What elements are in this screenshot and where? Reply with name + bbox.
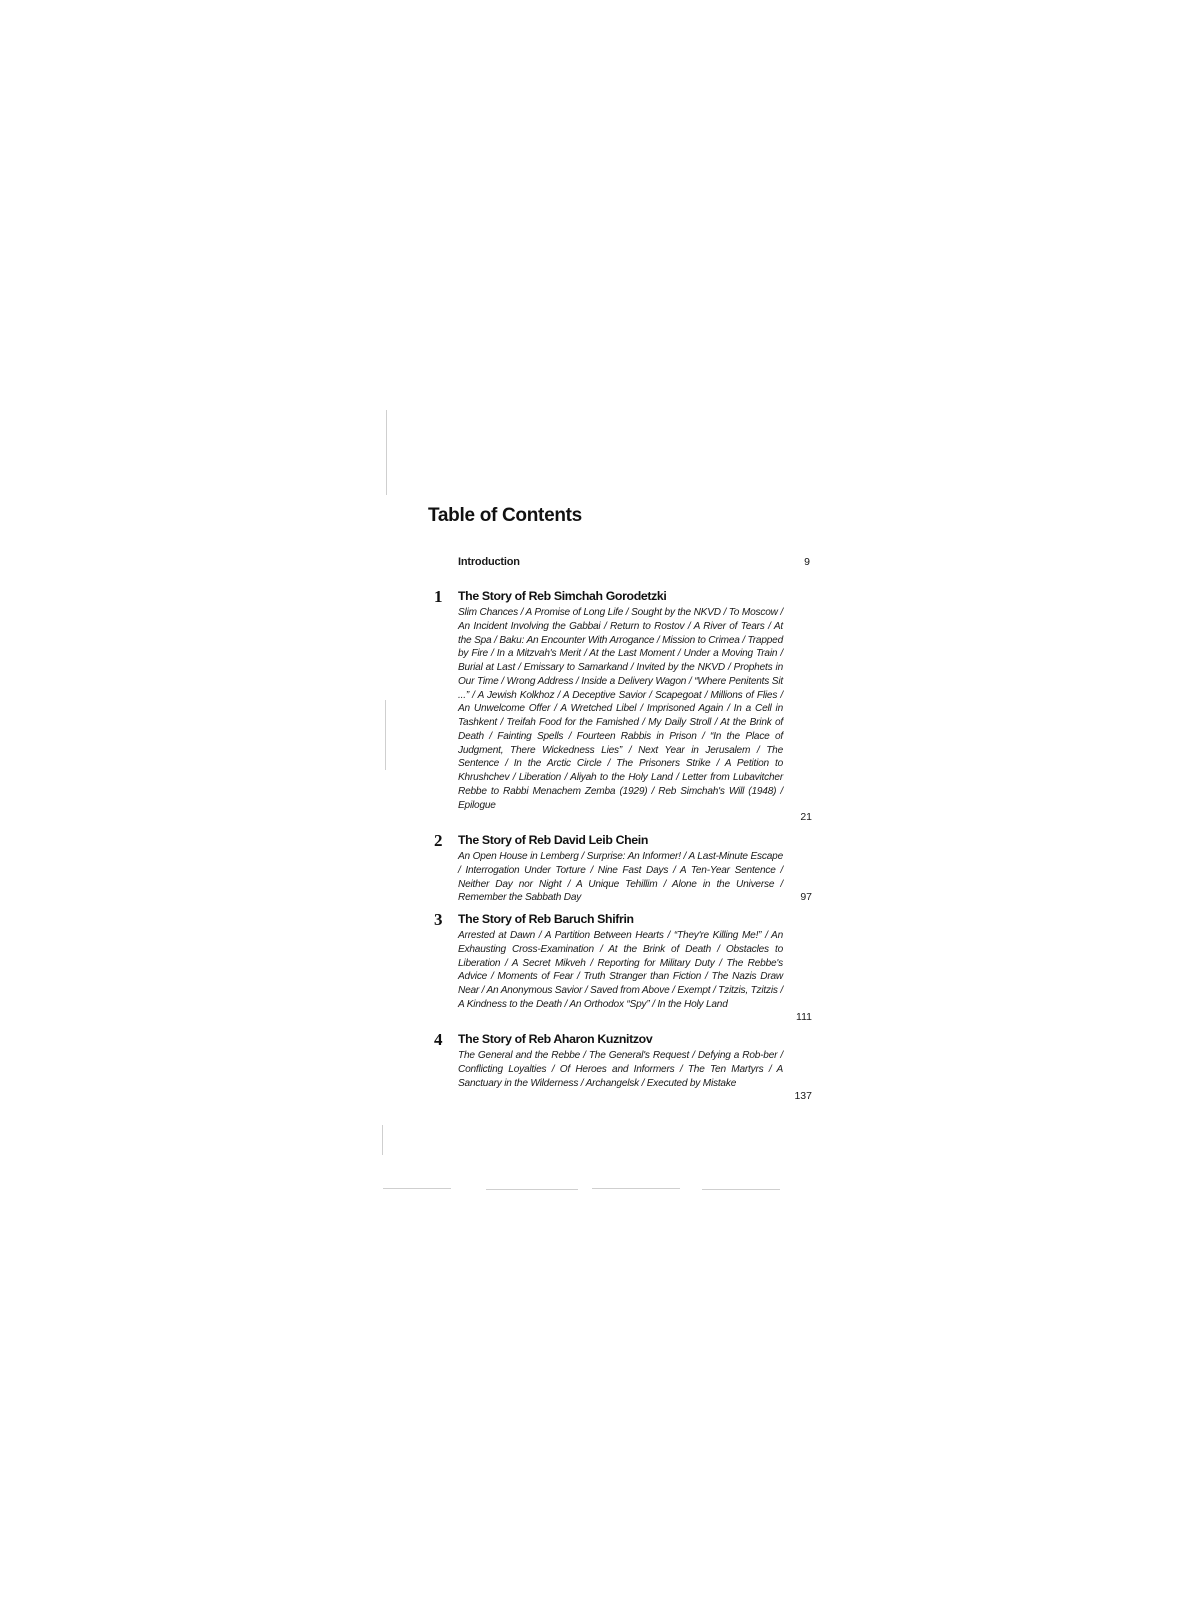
toc-chapter-2 [428, 833, 820, 905]
chapter-topics: Slim Chances / A Promise of Long Life / Sought by the NKVD / To Moscow / An Incident Involving the Gabbai / Return to Rostov / A River of Tears / At the Spa / Baku: An Encounter With Arrogance / Mission to Crimea / Trapped by Fire / In a Mitzvah's Merit / At the Last Moment / Under a Moving Train / Burial at Last / Emissary to Samarkand / Invited by the NKVD / Prophets in Our Time / Wrong Address / Inside a Delivery Wagon / “Where Penitents Sit ...” / A Jewish Kolkhoz / A Deceptive Savior / Scapegoat / Millions of Flies / An Unwelcome Offer / A Wretched Libel / Imprisoned Again / In a Cell in Tashkent / Treifah Food for the Famished / My Daily Stroll / At the Brink of Death / Fainting Spells / Fourteen Rabbis in Prison / “In the Place of Judgment, There Wickedness Lies” / Next Year in Jerusalem / The Sentence / In the Arctic Circle / The Prisoners Strike / A Petition to Khrushchev / Liberation / Aliyah to the Holy Land / Letter from Lubavitcher Rebbe to Rabbi Menachem Zemba (1929) / Reb Simchah's Will (1948) / Epilogue [458, 607, 783, 811]
toc-chapter-4 [428, 1032, 820, 1105]
bottom-edge-line-3 [592, 1188, 680, 1189]
chapter-topics: Arrested at Dawn / A Partition Between Hearts / “They're Killing Me!” / An Exhausting Cross-Examination / At the Brink of Death / Obstacles to Liberation / A Secret Mikveh / Reporting for Military Duty / The Rebbe's Advice / Moments of Fear / Truth Stranger than Fiction / The Nazis Draw Near / An Anonymous Savior / Saved from Above / Exempt / Tzitzis, Tzitzis / A Kindness to the Death / An Orthodox “Spy” / In the Holy Land [458, 930, 783, 1010]
left-margin-line-upper [386, 410, 387, 495]
chapter-title: The Story of Reb Aharon Kuznitzov [458, 1032, 653, 1046]
bottom-edge-line-2 [486, 1189, 578, 1190]
toc-chapter-1 [428, 589, 820, 825]
bottom-edge-line-4 [702, 1189, 780, 1190]
chapter-title: The Story of Reb Simchah Gorodetzki [458, 589, 667, 603]
left-margin-line-lower [382, 1125, 383, 1155]
chapter-number: 4 [434, 1030, 443, 1049]
chapter-page-number: 21 [800, 811, 812, 823]
bottom-edge-line-1 [383, 1188, 451, 1189]
chapter-topics: The General and the Rebbe / The General's Request / Defying a Rob-ber / Conflicting Loyalties / Of Heroes and Informers / The Ten Martyrs / A Sanctuary in the Wilderness / Archangelsk / Executed by Mistake [458, 1050, 783, 1089]
chapter-number: 3 [434, 910, 443, 929]
toc-chapter-3 [428, 912, 820, 1025]
chapter-topics: An Open House in Lemberg / Surprise: An Informer! / A Last-Minute Escape / Interrogation Under Torture / Nine Fast Days / A Ten-Year Sentence / Neither Day nor Night / A Unique Tehillim / Alone in the Universe / Remember the Sabbath Day [458, 851, 783, 904]
chapter-title: The Story of Reb David Leib Chein [458, 833, 649, 847]
chapter-page-number: 111 [796, 1011, 812, 1023]
chapter-page-number: 137 [794, 1090, 812, 1102]
chapter-number: 1 [434, 587, 443, 606]
chapter-page-number: 97 [800, 891, 812, 903]
introduction-page-number: 9 [804, 556, 810, 568]
introduction-label: Introduction [458, 556, 520, 568]
left-margin-line-mid [385, 700, 386, 770]
chapter-number: 2 [434, 831, 443, 850]
page-title: Table of Contents [428, 505, 582, 526]
chapter-title: The Story of Reb Baruch Shifrin [458, 912, 634, 926]
toc-introduction-row [458, 556, 818, 570]
